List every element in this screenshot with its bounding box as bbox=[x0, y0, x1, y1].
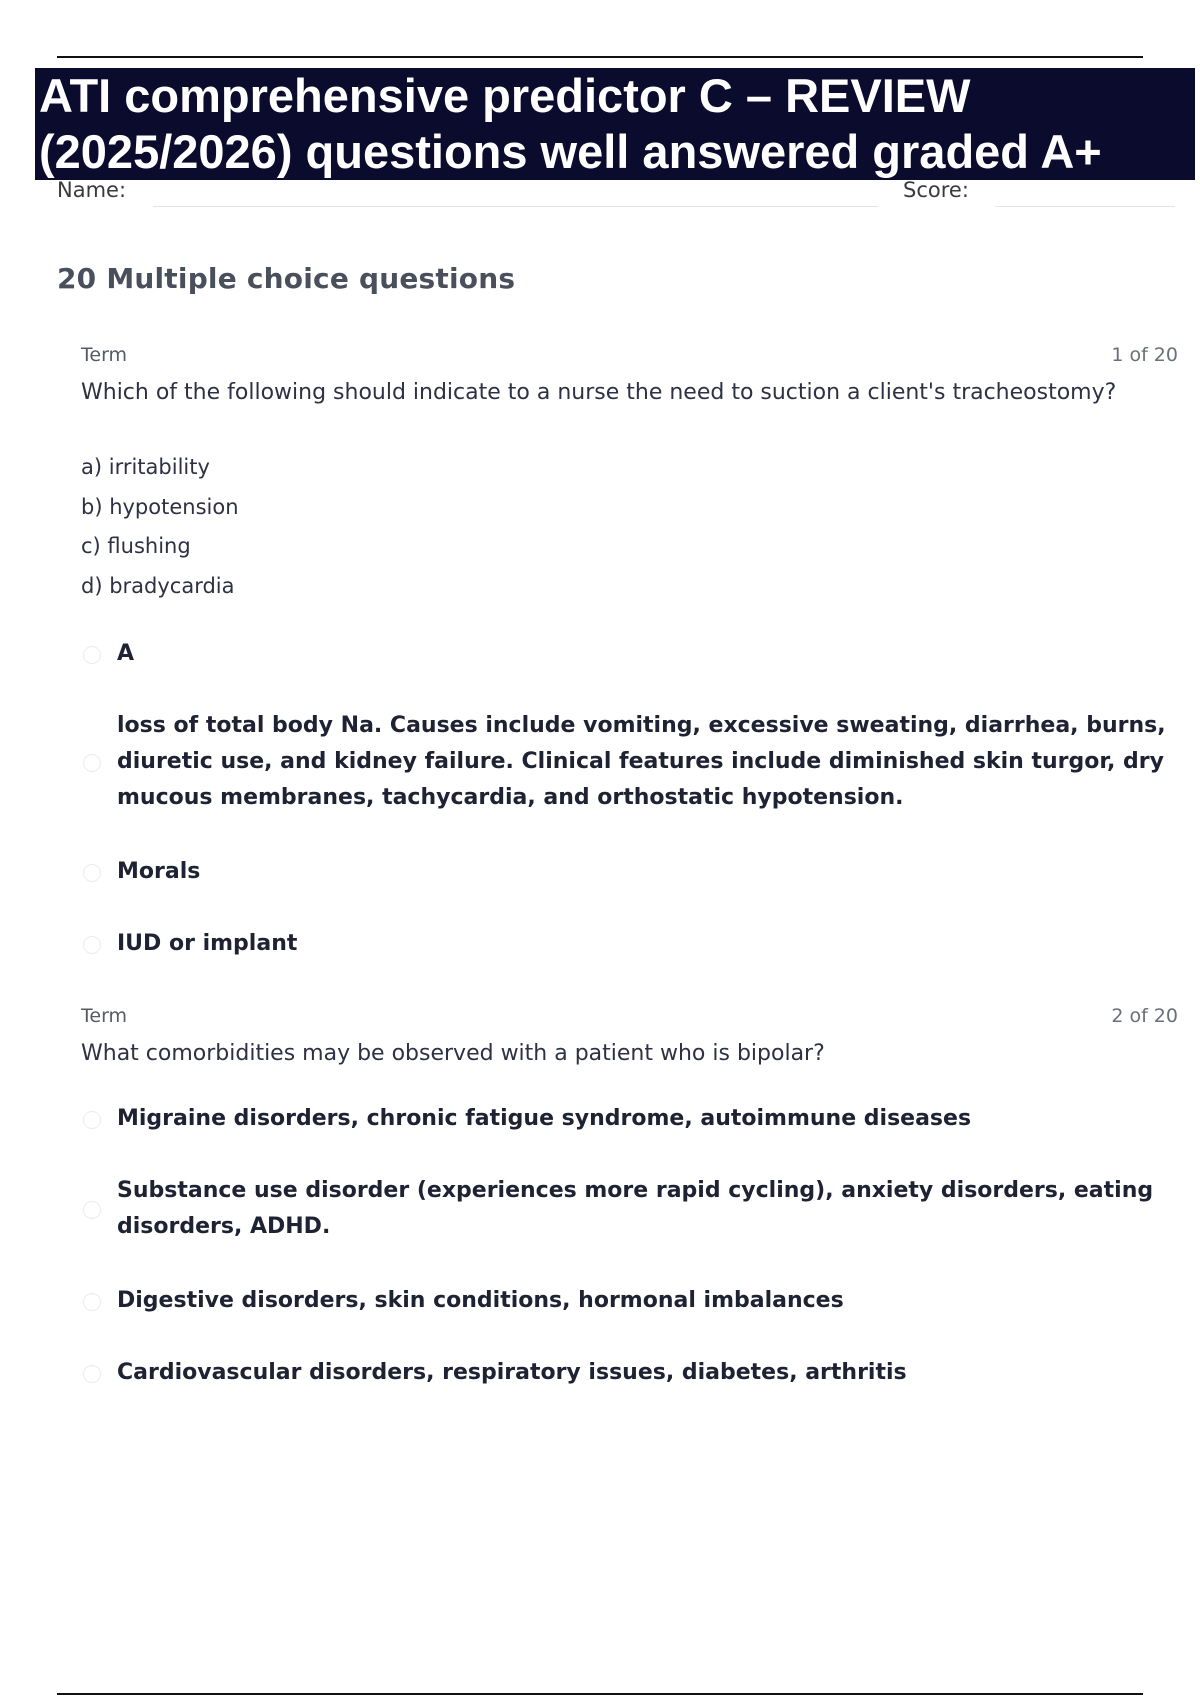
option-text: A bbox=[117, 641, 135, 666]
question-card-1 bbox=[81, 344, 1178, 964]
section-heading: 20 Multiple choice questions bbox=[57, 262, 516, 295]
name-score-row bbox=[57, 176, 1177, 210]
option-text: Cardiovascular disorders, respiratory issues, diabetes, arthritis bbox=[117, 1360, 907, 1385]
radio-button[interactable] bbox=[83, 646, 101, 664]
sub-item: d) bradycardia bbox=[81, 573, 235, 598]
option-text: Substance use disorder (experiences more rapid cycling), anxiety disorders, eating disorders, ADHD. bbox=[117, 1178, 1154, 1239]
top-rule bbox=[57, 56, 1143, 58]
option-text: loss of total body Na. Causes include vomiting, excessive sweating, diarrhea, burns, diuretic use, and kidney failure. Clinical features include diminished skin turgor, dry mucous membranes, tachycardia, and orthostatic hypotension. bbox=[117, 713, 1166, 810]
option-text: Migraine disorders, chronic fatigue syndrome, autoimmune diseases bbox=[117, 1106, 972, 1131]
document-title bbox=[35, 68, 1195, 180]
bottom-rule bbox=[57, 1693, 1143, 1695]
sub-item: a) irritability bbox=[81, 455, 210, 479]
radio-button[interactable] bbox=[83, 1365, 101, 1383]
question-text: Which of the following should indicate to a nurse the need to suction a client's tracheostomy? bbox=[81, 380, 1117, 405]
score-label: Score: bbox=[903, 178, 969, 202]
question-counter: 2 of 20 bbox=[1111, 1005, 1178, 1027]
sub-item: b) hypotension bbox=[81, 494, 239, 519]
term-label: Term bbox=[81, 1005, 128, 1027]
radio-button[interactable] bbox=[83, 1201, 101, 1219]
question-card-2 bbox=[81, 1005, 1178, 1405]
answer-option-3[interactable] bbox=[81, 1283, 1178, 1323]
radio-button[interactable] bbox=[83, 1293, 101, 1311]
answer-option-2[interactable] bbox=[81, 708, 1178, 818]
option-text: IUD or implant bbox=[117, 931, 298, 956]
question-sub-list bbox=[81, 452, 239, 610]
radio-button[interactable] bbox=[83, 754, 101, 772]
name-field[interactable] bbox=[153, 206, 878, 207]
radio-button[interactable] bbox=[83, 864, 101, 882]
answer-option-4[interactable] bbox=[81, 1355, 1178, 1395]
answer-option-1[interactable] bbox=[81, 636, 1178, 676]
title-line-2: (2025/2026) questions well answered graded A+ bbox=[39, 125, 1102, 178]
radio-button[interactable] bbox=[83, 1111, 101, 1129]
question-text: What comorbidities may be observed with a patient who is bipolar? bbox=[81, 1041, 825, 1066]
answer-option-2[interactable] bbox=[81, 1173, 1178, 1249]
title-line-1: ATI comprehensive predictor C – REVIEW bbox=[39, 69, 971, 122]
answer-option-1[interactable] bbox=[81, 1101, 1178, 1141]
answer-option-4[interactable] bbox=[81, 926, 1178, 966]
term-label: Term bbox=[81, 344, 128, 366]
name-label: Name: bbox=[57, 178, 127, 202]
option-text: Morals bbox=[117, 859, 201, 884]
question-counter: 1 of 20 bbox=[1111, 344, 1178, 366]
score-field[interactable] bbox=[995, 206, 1175, 207]
answer-option-3[interactable] bbox=[81, 854, 1178, 894]
sub-item: c) flushing bbox=[81, 534, 191, 558]
radio-button[interactable] bbox=[83, 936, 101, 954]
option-text: Digestive disorders, skin conditions, hormonal imbalances bbox=[117, 1288, 844, 1313]
